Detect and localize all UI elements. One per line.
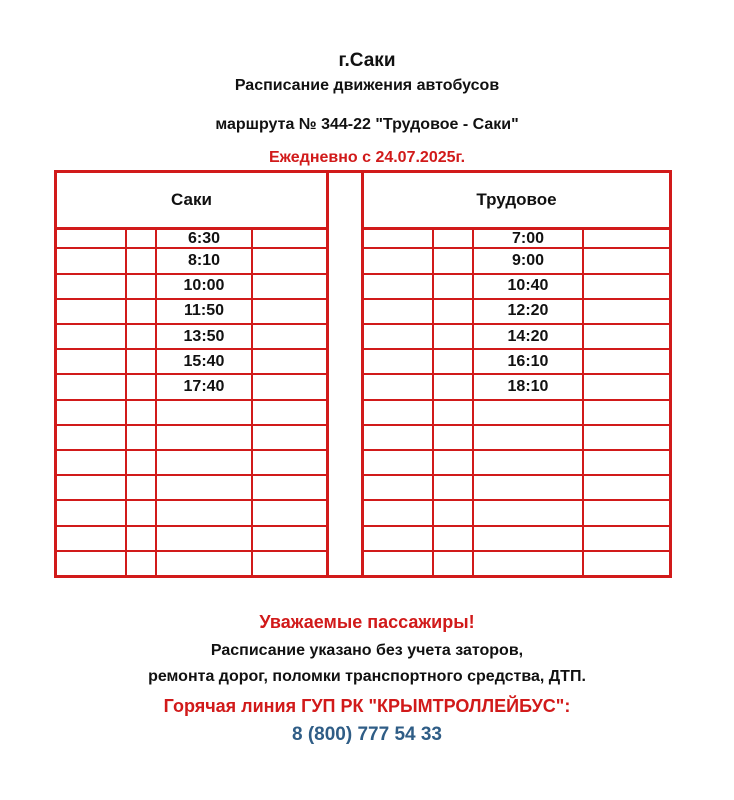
valid-from: Ежедневно с 24.07.2025г.	[268, 149, 466, 166]
empty-cell	[125, 476, 155, 499]
empty-cell	[364, 426, 432, 449]
table-row	[57, 323, 326, 348]
empty-cell	[432, 350, 472, 373]
empty-cell	[251, 451, 326, 474]
empty-cell	[432, 476, 472, 499]
empty-cell	[125, 275, 155, 298]
empty-cell	[125, 527, 155, 550]
empty-cell	[432, 249, 472, 272]
departure-time: 8:10	[155, 249, 251, 272]
notice-line-2: ремонта дорог, поломки транспортного средства, ДТП.	[148, 668, 586, 685]
empty-cell	[57, 401, 125, 424]
empty-cell	[582, 230, 669, 247]
empty-cell	[364, 350, 432, 373]
empty-cell	[432, 230, 472, 247]
empty-cell	[125, 230, 155, 247]
empty-cell	[582, 527, 669, 550]
departure-time: 15:40	[155, 350, 251, 373]
empty-cell	[57, 426, 125, 449]
departures-grid-saki	[57, 230, 326, 575]
table-separator	[329, 170, 361, 578]
table-row	[57, 449, 326, 474]
notice-title: Уважаемые пассажиры!	[259, 612, 475, 632]
empty-cell	[432, 426, 472, 449]
empty-cell	[57, 275, 125, 298]
table-row	[57, 499, 326, 524]
departure-time: 13:50	[155, 325, 251, 348]
table-row	[364, 550, 669, 575]
empty-cell	[251, 325, 326, 348]
table-row	[57, 550, 326, 575]
empty-cell	[364, 375, 432, 398]
empty-cell	[57, 249, 125, 272]
empty-cell	[251, 476, 326, 499]
empty-cell	[125, 451, 155, 474]
table-row	[364, 348, 669, 373]
empty-cell	[125, 375, 155, 398]
empty-cell	[57, 451, 125, 474]
empty-cell	[582, 476, 669, 499]
schedule-table-saki	[54, 170, 329, 578]
empty-cell	[432, 401, 472, 424]
empty-cell	[57, 350, 125, 373]
empty-cell	[432, 325, 472, 348]
empty-cell	[364, 552, 432, 575]
city-title: г.Саки	[338, 50, 396, 71]
empty-cell	[125, 249, 155, 272]
empty-cell	[582, 375, 669, 398]
column-header-saki: Саки	[57, 173, 326, 230]
schedule-subtitle: Расписание движения автобусов	[234, 77, 500, 94]
empty-cell	[125, 300, 155, 323]
empty-cell	[364, 230, 432, 247]
column-header-trudovoe: Трудовое	[364, 173, 669, 230]
empty-cell	[582, 401, 669, 424]
table-row	[364, 298, 669, 323]
empty-cell	[432, 527, 472, 550]
empty-cell	[57, 230, 125, 247]
empty-cell	[251, 275, 326, 298]
table-row	[364, 525, 669, 550]
empty-cell	[251, 350, 326, 373]
empty-cell	[432, 501, 472, 524]
departure-time	[155, 451, 251, 474]
table-row	[57, 298, 326, 323]
departure-time	[155, 476, 251, 499]
empty-cell	[432, 375, 472, 398]
empty-cell	[582, 501, 669, 524]
table-row	[57, 525, 326, 550]
empty-cell	[364, 325, 432, 348]
empty-cell	[57, 375, 125, 398]
departure-time: 12:20	[472, 300, 582, 323]
departure-time: 7:00	[472, 230, 582, 247]
table-row	[364, 449, 669, 474]
empty-cell	[582, 451, 669, 474]
empty-cell	[57, 300, 125, 323]
empty-cell	[251, 501, 326, 524]
empty-cell	[125, 350, 155, 373]
table-row	[57, 230, 326, 247]
departure-time	[472, 401, 582, 424]
empty-cell	[57, 476, 125, 499]
empty-cell	[582, 350, 669, 373]
departure-time	[472, 476, 582, 499]
empty-cell	[364, 501, 432, 524]
empty-cell	[251, 426, 326, 449]
empty-cell	[125, 401, 155, 424]
table-row	[57, 399, 326, 424]
empty-cell	[125, 325, 155, 348]
empty-cell	[432, 300, 472, 323]
departure-time: 17:40	[155, 375, 251, 398]
departure-time	[155, 401, 251, 424]
departure-time	[155, 426, 251, 449]
schedule-table-trudovoe	[361, 170, 672, 578]
departures-grid-trudovoe	[364, 230, 669, 575]
departure-time: 18:10	[472, 375, 582, 398]
departure-time	[155, 527, 251, 550]
empty-cell	[364, 249, 432, 272]
departure-time: 16:10	[472, 350, 582, 373]
hotline-label: Горячая линия ГУП РК "КРЫМТРОЛЛЕЙБУС":	[163, 696, 571, 716]
table-row	[57, 348, 326, 373]
table-row	[364, 499, 669, 524]
empty-cell	[432, 275, 472, 298]
table-row	[57, 474, 326, 499]
empty-cell	[364, 527, 432, 550]
empty-cell	[582, 552, 669, 575]
empty-cell	[251, 401, 326, 424]
empty-cell	[251, 300, 326, 323]
notice-line-1: Расписание указано без учета заторов,	[210, 642, 524, 659]
empty-cell	[125, 552, 155, 575]
departure-time	[472, 501, 582, 524]
departure-time	[472, 451, 582, 474]
empty-cell	[251, 249, 326, 272]
table-row	[364, 399, 669, 424]
empty-cell	[432, 552, 472, 575]
empty-cell	[125, 501, 155, 524]
empty-cell	[582, 249, 669, 272]
empty-cell	[582, 325, 669, 348]
empty-cell	[251, 230, 326, 247]
departure-time	[155, 501, 251, 524]
table-row	[364, 230, 669, 247]
departure-time	[155, 552, 251, 575]
empty-cell	[364, 300, 432, 323]
empty-cell	[364, 451, 432, 474]
departure-time	[472, 426, 582, 449]
empty-cell	[57, 325, 125, 348]
table-row	[364, 474, 669, 499]
departure-time: 10:00	[155, 275, 251, 298]
empty-cell	[251, 375, 326, 398]
empty-cell	[125, 426, 155, 449]
empty-cell	[582, 275, 669, 298]
table-row	[57, 247, 326, 272]
table-row	[57, 273, 326, 298]
departure-time: 11:50	[155, 300, 251, 323]
empty-cell	[57, 527, 125, 550]
departure-time	[472, 527, 582, 550]
empty-cell	[251, 552, 326, 575]
empty-cell	[364, 476, 432, 499]
table-row	[364, 273, 669, 298]
table-row	[57, 373, 326, 398]
empty-cell	[432, 451, 472, 474]
departure-time: 9:00	[472, 249, 582, 272]
departure-time: 10:40	[472, 275, 582, 298]
departure-time: 6:30	[155, 230, 251, 247]
table-row	[364, 247, 669, 272]
empty-cell	[57, 501, 125, 524]
departure-time	[472, 552, 582, 575]
empty-cell	[364, 401, 432, 424]
table-row	[364, 323, 669, 348]
empty-cell	[57, 552, 125, 575]
empty-cell	[251, 527, 326, 550]
empty-cell	[582, 426, 669, 449]
table-row	[364, 373, 669, 398]
empty-cell	[364, 275, 432, 298]
table-row	[57, 424, 326, 449]
empty-cell	[582, 300, 669, 323]
departure-time: 14:20	[472, 325, 582, 348]
route-title: маршрута № 344-22 "Трудовое - Саки"	[215, 116, 519, 133]
hotline-phone[interactable]: 8 (800) 777 54 33	[291, 724, 442, 745]
table-row	[364, 424, 669, 449]
